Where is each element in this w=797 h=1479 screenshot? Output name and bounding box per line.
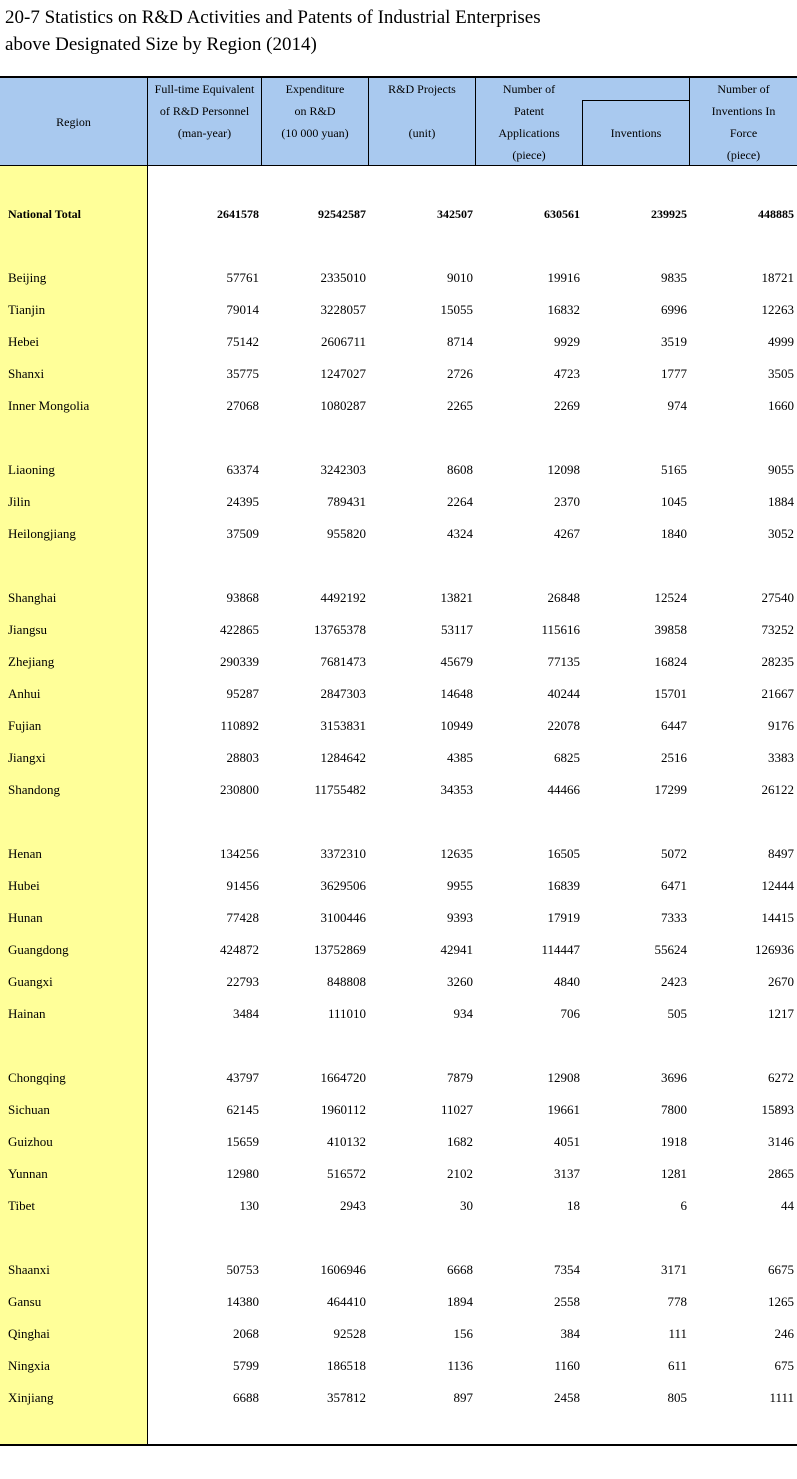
region-name: Tibet xyxy=(8,1198,35,1213)
cell-projects: 342507 xyxy=(437,207,473,221)
cell-fte: 12980 xyxy=(226,1166,259,1181)
cell-projects: 1136 xyxy=(447,1358,473,1373)
table-row xyxy=(0,1318,797,1350)
cell-expenditure: 789431 xyxy=(327,494,366,509)
cell-inforce: 1884 xyxy=(768,494,794,509)
region-name: Heilongjiang xyxy=(8,526,76,541)
region-name: Shandong xyxy=(8,782,60,797)
cell-inventions: 17299 xyxy=(654,782,687,797)
cell-inventions: 3171 xyxy=(661,1262,687,1277)
cell-inventions: 1281 xyxy=(661,1166,687,1181)
cell-projects: 934 xyxy=(453,1006,473,1021)
cell-projects: 2102 xyxy=(447,1166,473,1181)
cell-inventions: 1918 xyxy=(661,1134,687,1149)
table-header xyxy=(0,78,797,166)
cell-expenditure: 955820 xyxy=(327,526,366,541)
cell-projects: 30 xyxy=(460,1198,473,1213)
cell-fte: 62145 xyxy=(226,1102,259,1117)
cell-patents: 2458 xyxy=(554,1390,580,1405)
header-divider xyxy=(582,100,583,165)
cell-projects: 2726 xyxy=(447,366,473,381)
cell-projects: 34353 xyxy=(440,782,473,797)
region-name: Tianjin xyxy=(8,302,46,317)
cell-fte: 24395 xyxy=(226,494,259,509)
cell-patents: 4267 xyxy=(554,526,580,541)
cell-expenditure: 111010 xyxy=(327,1006,366,1021)
cell-patents: 2269 xyxy=(554,398,580,413)
cell-inforce: 3052 xyxy=(768,526,794,541)
cell-fte: 57761 xyxy=(226,270,259,285)
cell-inforce: 27540 xyxy=(761,590,794,605)
cell-expenditure: 357812 xyxy=(327,1390,366,1405)
cell-patents: 40244 xyxy=(547,686,580,701)
cell-inventions: 611 xyxy=(667,1358,687,1373)
cell-fte: 424872 xyxy=(220,942,259,957)
cell-expenditure: 13752869 xyxy=(314,942,366,957)
cell-inventions: 15701 xyxy=(654,686,687,701)
region-name: Inner Mongolia xyxy=(8,398,90,413)
region-name: Jilin xyxy=(8,494,31,509)
cell-expenditure: 1960112 xyxy=(320,1102,366,1117)
cell-fte: 230800 xyxy=(220,782,259,797)
total-row xyxy=(0,198,797,230)
region-name: Shanxi xyxy=(8,366,45,381)
header-region: Region xyxy=(56,115,91,129)
cell-expenditure: 3242303 xyxy=(320,462,366,477)
region-name: Jiangxi xyxy=(8,750,46,765)
cell-inforce: 26122 xyxy=(761,782,794,797)
cell-expenditure: 2335010 xyxy=(320,270,366,285)
cell-inventions: 5165 xyxy=(661,462,687,477)
cell-inventions: 5072 xyxy=(661,846,687,861)
cell-inforce: 18721 xyxy=(761,270,794,285)
cell-expenditure: 3153831 xyxy=(320,718,366,733)
cell-patents: 22078 xyxy=(547,718,580,733)
table-row xyxy=(0,678,797,710)
cell-fte: 91456 xyxy=(226,878,259,893)
cell-patents: 19916 xyxy=(547,270,580,285)
region-name: Shaanxi xyxy=(8,1262,50,1277)
cell-fte: 134256 xyxy=(220,846,259,861)
cell-patents: 2370 xyxy=(554,494,580,509)
table-row xyxy=(0,1062,797,1094)
table-bottom-rule xyxy=(0,1444,797,1446)
table-row xyxy=(0,742,797,774)
cell-projects: 45679 xyxy=(440,654,473,669)
cell-expenditure: 848808 xyxy=(327,974,366,989)
header-divider xyxy=(475,78,476,165)
region-name: Beijing xyxy=(8,270,47,285)
table-row xyxy=(0,326,797,358)
cell-patents: 7354 xyxy=(554,1262,580,1277)
cell-patents: 77135 xyxy=(547,654,580,669)
cell-inventions: 778 xyxy=(667,1294,687,1309)
table-row xyxy=(0,454,797,486)
cell-fte: 95287 xyxy=(226,686,259,701)
cell-patents: 1160 xyxy=(554,1358,580,1373)
cell-inventions: 6447 xyxy=(661,718,687,733)
table-row xyxy=(0,1190,797,1222)
cell-inventions: 3519 xyxy=(661,334,687,349)
header-divider xyxy=(368,78,369,165)
cell-fte: 130 xyxy=(239,1198,259,1213)
cell-patents: 630561 xyxy=(544,207,580,221)
table-row xyxy=(0,1350,797,1382)
cell-patents: 4840 xyxy=(554,974,580,989)
cell-expenditure: 3629506 xyxy=(320,878,366,893)
cell-inforce: 246 xyxy=(774,1326,794,1341)
cell-projects: 8714 xyxy=(447,334,473,349)
cell-projects: 2265 xyxy=(447,398,473,413)
cell-expenditure: 92528 xyxy=(333,1326,366,1341)
cell-inforce: 675 xyxy=(774,1358,794,1373)
cell-fte: 93868 xyxy=(226,590,259,605)
cell-inventions: 111 xyxy=(668,1326,687,1341)
cell-patents: 44466 xyxy=(547,782,580,797)
table-row xyxy=(0,294,797,326)
cell-patents: 2558 xyxy=(554,1294,580,1309)
region-name: Fujian xyxy=(8,718,42,733)
cell-fte: 3484 xyxy=(233,1006,259,1021)
table-row xyxy=(0,614,797,646)
cell-patents: 26848 xyxy=(547,590,580,605)
cell-expenditure: 2606711 xyxy=(320,334,366,349)
cell-fte: 15659 xyxy=(226,1134,259,1149)
cell-patents: 6825 xyxy=(554,750,580,765)
table-row xyxy=(0,1382,797,1414)
cell-inforce: 448885 xyxy=(758,207,794,221)
cell-fte: 43797 xyxy=(226,1070,259,1085)
region-name: Liaoning xyxy=(8,462,55,477)
region-name: Shanghai xyxy=(8,590,57,605)
cell-inforce: 44 xyxy=(781,1198,794,1213)
region-name: Sichuan xyxy=(8,1102,50,1117)
cell-inventions: 3696 xyxy=(661,1070,687,1085)
cell-fte: 63374 xyxy=(226,462,259,477)
cell-projects: 53117 xyxy=(440,622,473,637)
cell-inventions: 16824 xyxy=(654,654,687,669)
cell-inforce: 2670 xyxy=(768,974,794,989)
cell-inventions: 7800 xyxy=(661,1102,687,1117)
cell-projects: 4324 xyxy=(447,526,473,541)
region-name: National Total xyxy=(8,207,82,221)
region-name: Chongqing xyxy=(8,1070,66,1085)
cell-patents: 114447 xyxy=(541,942,580,957)
cell-inforce: 3383 xyxy=(768,750,794,765)
cell-inforce: 73252 xyxy=(761,622,794,637)
cell-patents: 4051 xyxy=(554,1134,580,1149)
table-row xyxy=(0,646,797,678)
cell-projects: 15055 xyxy=(440,302,473,317)
cell-projects: 9393 xyxy=(447,910,473,925)
header-inventions-in-force: Number of Inventions In Force (piece) xyxy=(711,82,776,162)
cell-fte: 6688 xyxy=(233,1390,259,1405)
table-row xyxy=(0,902,797,934)
cell-inventions: 6996 xyxy=(661,302,687,317)
table-row xyxy=(0,358,797,390)
cell-projects: 2264 xyxy=(447,494,473,509)
cell-fte: 290339 xyxy=(220,654,259,669)
header-expenditure: Expenditure on R&D (10 000 yuan) xyxy=(281,82,349,140)
table-row xyxy=(0,710,797,742)
page-title xyxy=(5,4,541,58)
cell-inforce: 1111 xyxy=(769,1390,794,1405)
cell-expenditure: 2943 xyxy=(340,1198,366,1213)
header-subdivider xyxy=(582,100,690,101)
cell-inforce: 9176 xyxy=(768,718,794,733)
cell-inventions: 805 xyxy=(667,1390,687,1405)
cell-inventions: 6 xyxy=(680,1198,687,1213)
cell-patents: 17919 xyxy=(547,910,580,925)
header-projects: R&D Projects (unit) xyxy=(388,82,456,140)
cell-expenditure: 464410 xyxy=(327,1294,366,1309)
region-name: Hebei xyxy=(8,334,40,349)
table-row xyxy=(0,1286,797,1318)
cell-projects: 42941 xyxy=(440,942,473,957)
cell-expenditure: 7681473 xyxy=(320,654,366,669)
cell-inforce: 3505 xyxy=(768,366,794,381)
cell-patents: 9929 xyxy=(554,334,580,349)
cell-inforce: 8497 xyxy=(768,846,794,861)
cell-inforce: 4999 xyxy=(768,334,794,349)
cell-inforce: 21667 xyxy=(761,686,794,701)
cell-inventions: 505 xyxy=(667,1006,687,1021)
table-row xyxy=(0,998,797,1030)
cell-inforce: 28235 xyxy=(761,654,794,669)
region-name: Xinjiang xyxy=(8,1390,54,1405)
table-row xyxy=(0,582,797,614)
cell-projects: 7879 xyxy=(447,1070,473,1085)
region-name: Qinghai xyxy=(8,1326,50,1341)
cell-fte: 422865 xyxy=(220,622,259,637)
cell-inventions: 6471 xyxy=(661,878,687,893)
header-patents: Number of Patent Applications (piece) xyxy=(498,82,560,162)
cell-projects: 3260 xyxy=(447,974,473,989)
table-row xyxy=(0,262,797,294)
title-line-1: 20-7 Statistics on R&D Activities and Patents of Industrial Enterprises xyxy=(5,7,541,28)
table-row xyxy=(0,518,797,550)
cell-fte: 2068 xyxy=(233,1326,259,1341)
table-row xyxy=(0,774,797,806)
cell-patents: 18 xyxy=(567,1198,580,1213)
table-row xyxy=(0,870,797,902)
cell-inforce: 15893 xyxy=(761,1102,794,1117)
cell-inforce: 14415 xyxy=(761,910,794,925)
table-row xyxy=(0,966,797,998)
cell-inventions: 12524 xyxy=(654,590,687,605)
cell-expenditure: 410132 xyxy=(327,1134,366,1149)
cell-inventions: 1840 xyxy=(661,526,687,541)
cell-projects: 9955 xyxy=(447,878,473,893)
cell-patents: 16832 xyxy=(547,302,580,317)
cell-fte: 50753 xyxy=(226,1262,259,1277)
region-name: Henan xyxy=(8,846,42,861)
cell-inventions: 239925 xyxy=(651,207,687,221)
cell-expenditure: 3228057 xyxy=(320,302,366,317)
table-row xyxy=(0,486,797,518)
cell-projects: 13821 xyxy=(440,590,473,605)
region-name: Hunan xyxy=(8,910,43,925)
cell-expenditure: 11755482 xyxy=(314,782,366,797)
cell-inventions: 974 xyxy=(667,398,687,413)
cell-inventions: 39858 xyxy=(654,622,687,637)
cell-inventions: 9835 xyxy=(661,270,687,285)
cell-expenditure: 1284642 xyxy=(320,750,366,765)
cell-fte: 37509 xyxy=(226,526,259,541)
cell-patents: 19661 xyxy=(547,1102,580,1117)
cell-inventions: 7333 xyxy=(661,910,687,925)
table-row xyxy=(0,934,797,966)
cell-fte: 28803 xyxy=(226,750,259,765)
cell-patents: 115616 xyxy=(541,622,580,637)
cell-expenditure: 1664720 xyxy=(320,1070,366,1085)
cell-fte: 5799 xyxy=(233,1358,259,1373)
cell-inforce: 2865 xyxy=(768,1166,794,1181)
region-name: Guangdong xyxy=(8,942,69,957)
cell-inforce: 9055 xyxy=(768,462,794,477)
region-name: Anhui xyxy=(8,686,41,701)
cell-projects: 1682 xyxy=(447,1134,473,1149)
cell-inforce: 3146 xyxy=(768,1134,794,1149)
cell-inforce: 1217 xyxy=(768,1006,794,1021)
cell-expenditure: 4492192 xyxy=(320,590,366,605)
table-row xyxy=(0,1158,797,1190)
cell-projects: 9010 xyxy=(447,270,473,285)
cell-inventions: 2516 xyxy=(661,750,687,765)
cell-fte: 110892 xyxy=(220,718,259,733)
cell-patents: 3137 xyxy=(554,1166,580,1181)
cell-fte: 14380 xyxy=(226,1294,259,1309)
cell-projects: 4385 xyxy=(447,750,473,765)
cell-fte: 79014 xyxy=(226,302,259,317)
region-name: Jiangsu xyxy=(8,622,47,637)
cell-projects: 156 xyxy=(453,1326,473,1341)
cell-expenditure: 186518 xyxy=(327,1358,366,1373)
cell-patents: 16505 xyxy=(547,846,580,861)
region-name: Hainan xyxy=(8,1006,46,1021)
cell-expenditure: 2847303 xyxy=(320,686,366,701)
cell-projects: 6668 xyxy=(447,1262,473,1277)
region-name: Ningxia xyxy=(8,1358,50,1373)
cell-projects: 14648 xyxy=(440,686,473,701)
cell-expenditure: 92542587 xyxy=(318,207,366,221)
table-row xyxy=(0,1126,797,1158)
table-row xyxy=(0,1254,797,1286)
cell-inforce: 1265 xyxy=(768,1294,794,1309)
header-divider xyxy=(261,78,262,165)
region-name: Yunnan xyxy=(8,1166,48,1181)
cell-patents: 12908 xyxy=(547,1070,580,1085)
cell-patents: 16839 xyxy=(547,878,580,893)
cell-inventions: 55624 xyxy=(654,942,687,957)
cell-inforce: 12444 xyxy=(761,878,794,893)
cell-inventions: 2423 xyxy=(661,974,687,989)
header-divider xyxy=(689,78,690,165)
cell-expenditure: 3372310 xyxy=(320,846,366,861)
cell-fte: 27068 xyxy=(226,398,259,413)
region-name: Gansu xyxy=(8,1294,42,1309)
cell-fte: 77428 xyxy=(226,910,259,925)
cell-projects: 11027 xyxy=(440,1102,473,1117)
cell-projects: 1894 xyxy=(447,1294,473,1309)
cell-inforce: 126936 xyxy=(755,942,794,957)
cell-inforce: 6675 xyxy=(768,1262,794,1277)
cell-patents: 706 xyxy=(560,1006,580,1021)
cell-fte: 35775 xyxy=(226,366,259,381)
cell-expenditure: 1606946 xyxy=(320,1262,366,1277)
cell-fte: 22793 xyxy=(226,974,259,989)
title-line-2: above Designated Size by Region (2014) xyxy=(5,34,317,55)
cell-projects: 8608 xyxy=(447,462,473,477)
cell-inventions: 1045 xyxy=(661,494,687,509)
cell-patents: 12098 xyxy=(547,462,580,477)
cell-expenditure: 1247027 xyxy=(320,366,366,381)
cell-expenditure: 3100446 xyxy=(320,910,366,925)
table-row xyxy=(0,1094,797,1126)
header-fte: Full-time Equivalent of R&D Personnel (man-year) xyxy=(154,82,255,140)
table-row xyxy=(0,390,797,422)
header-inventions: Inventions xyxy=(610,126,662,140)
region-name: Guangxi xyxy=(8,974,53,989)
cell-projects: 12635 xyxy=(440,846,473,861)
cell-inforce: 12263 xyxy=(761,302,794,317)
region-name: Zhejiang xyxy=(8,654,55,669)
cell-patents: 4723 xyxy=(554,366,580,381)
cell-projects: 897 xyxy=(453,1390,473,1405)
header-divider xyxy=(147,78,148,165)
cell-expenditure: 516572 xyxy=(327,1166,366,1181)
cell-fte: 75142 xyxy=(226,334,259,349)
region-name: Hubei xyxy=(8,878,40,893)
region-name: Guizhou xyxy=(8,1134,53,1149)
cell-projects: 10949 xyxy=(440,718,473,733)
cell-expenditure: 13765378 xyxy=(314,622,366,637)
cell-inforce: 6272 xyxy=(768,1070,794,1085)
cell-patents: 384 xyxy=(560,1326,580,1341)
cell-inforce: 1660 xyxy=(768,398,794,413)
table-row xyxy=(0,838,797,870)
cell-fte: 2641578 xyxy=(217,207,259,221)
cell-inventions: 1777 xyxy=(661,366,687,381)
cell-expenditure: 1080287 xyxy=(320,398,366,413)
